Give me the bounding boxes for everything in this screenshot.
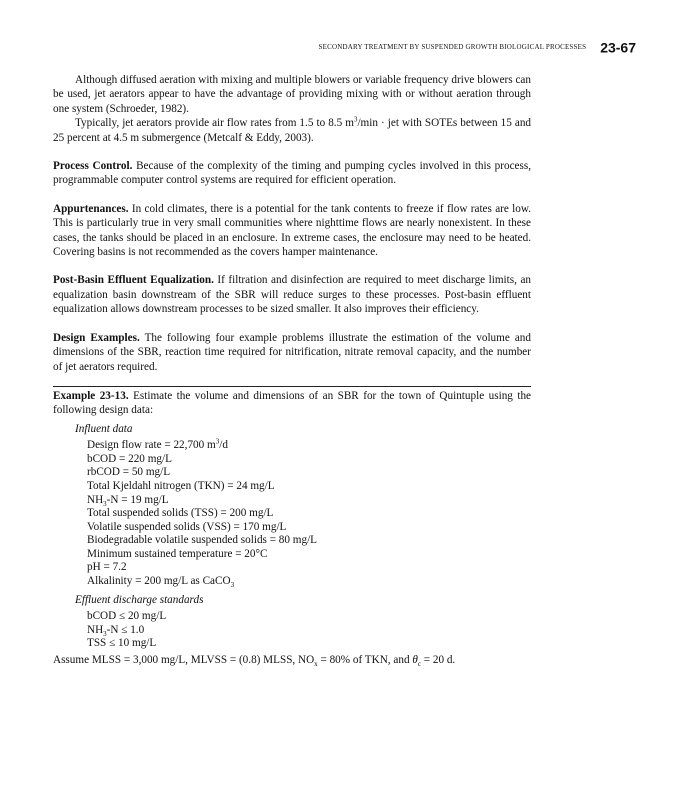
influent-alkalinity (87, 575, 531, 589)
assumptions-line (53, 653, 531, 667)
influent-data-list (87, 439, 531, 589)
influent-bcod: bCOD = 220 mg/L (87, 452, 172, 465)
assume-text-b: = 80% of TKN, and (317, 653, 413, 666)
nox-subscript: x (314, 660, 318, 669)
eff-nh3-text-b: -N ≤ 1.0 (106, 623, 145, 636)
design-examples-heading: Design Examples. (53, 331, 140, 344)
appurtenances-heading: Appurtenances. (53, 202, 129, 215)
nh3-text-b: -N = 19 mg/L (106, 493, 169, 506)
assume-text-a: Assume MLSS = 3,000 mg/L, MLVSS = (0.8) MLSS, NO (53, 653, 315, 666)
page-header (0, 38, 636, 56)
page-number: 23-67 (600, 39, 636, 56)
p2-text-b: /min · jet with SOTEs between 15 and 25 percent at 4.5 m submergence (Metcalf & Eddy, 2003). (53, 117, 532, 144)
flow-text-b: /d (219, 439, 228, 452)
effluent-nh3n (87, 624, 531, 638)
effluent-standards-heading: Effluent discharge standards (75, 593, 204, 606)
effluent-bcod: bCOD ≤ 20 mg/L (87, 610, 167, 623)
running-head: SECONDARY TREATMENT BY SUSPENDED GROWTH BIOLOGICAL PROCESSES (318, 43, 587, 52)
paragraph-jet-aerator-flow-rates (53, 116, 531, 145)
paragraph-design-examples (53, 331, 531, 374)
effluent-tss: TSS ≤ 10 mg/L (87, 637, 157, 650)
example-intro (53, 389, 531, 418)
example-label: Example 23-13. (53, 389, 129, 402)
paragraph-process-control (53, 159, 531, 188)
effluent-standards-list (87, 610, 531, 651)
theta-symbol: θ (412, 653, 418, 666)
influent-tss: Total suspended solids (TSS) = 200 mg/L (87, 507, 274, 520)
flow-text-a: Design flow rate = 22,700 m (87, 439, 216, 452)
influent-temperature: Minimum sustained temperature = 20°C (87, 547, 268, 560)
paragraph-appurtenances (53, 202, 531, 260)
eff-nh3-text-a: NH (87, 623, 104, 636)
influent-tkn: Total Kjeldahl nitrogen (TKN) = 24 mg/L (87, 479, 275, 492)
paragraph-jet-aeration-advantage: Although diffused aeration with mixing and multiple blowers or variable frequency drive blowers can be used, jet aerators appear to have the advantage of providing mixing with or without aeration through one system (Schroeder, 1982). (53, 74, 531, 115)
process-control-text: Because of the complexity of the timing and pumping cycles involved in this process, programmable computer control systems are required for efficient operation. (53, 160, 532, 187)
influent-ph: pH = 7.2 (87, 561, 127, 574)
eff-nh3-subscript: 3 (103, 629, 107, 638)
nh3-text-a: NH (87, 493, 104, 506)
influent-vss: Volatile suspended solids (VSS) = 170 mg/L (87, 520, 287, 533)
post-basin-heading: Post-Basin Effluent Equalization. (53, 274, 214, 287)
example-intro-text: Estimate the volume and dimensions of an SBR for the town of Quintuple using the following design data: (53, 389, 531, 417)
paragraph-post-basin-equalization (53, 273, 531, 316)
p2-text-a: Typically, jet aerators provide air flow rates from 1.5 to 8.5 m (75, 117, 354, 130)
influent-rbcod: rbCOD = 50 mg/L (87, 466, 171, 479)
page-body (53, 73, 531, 667)
process-control-heading: Process Control. (53, 160, 133, 173)
flow-superscript: 3 (215, 437, 220, 446)
influent-bvss: Biodegradable volatile suspended solids = 80 mg/L (87, 534, 318, 547)
design-examples-text: The following four example problems illustrate the estimation of the volume and dimensions of the SBR, reaction time required for nitrification, nitrate removal capacity, and the number of jet aerators required. (53, 331, 531, 373)
example-block (53, 386, 531, 667)
nh3-subscript: 3 (103, 499, 107, 508)
p2-superscript: 3 (353, 115, 358, 124)
alk-subscript: 3 (230, 581, 235, 590)
assume-text-c: = 20 d. (420, 653, 456, 666)
theta-subscript: c (417, 660, 421, 669)
appurtenances-text: In cold climates, there is a potential for the tank contents to freeze if flow rates are low. This is particularly true in very small communities where nighttime flows are nearly nonexistent. In these cases, the tanks should be placed in an enclosure. In extreme cases, the enclosure may need to be heated. Covering basins is not recommended as the covers hamper maintenance. (53, 202, 532, 259)
alk-text-a: Alkalinity = 200 mg/L as CaCO (87, 575, 231, 588)
influent-flow-rate (87, 439, 531, 453)
post-basin-text: If filtration and disinfection are required to meet discharge limits, an equalization basin downstream of the SBR will reduce surges to these processes. Post-basin effluent equalization allows downstream processes to be sized smaller. It also improves their efficiency. (53, 274, 531, 316)
influent-data-heading: Influent data (75, 422, 133, 435)
influent-nh3n (87, 494, 531, 508)
